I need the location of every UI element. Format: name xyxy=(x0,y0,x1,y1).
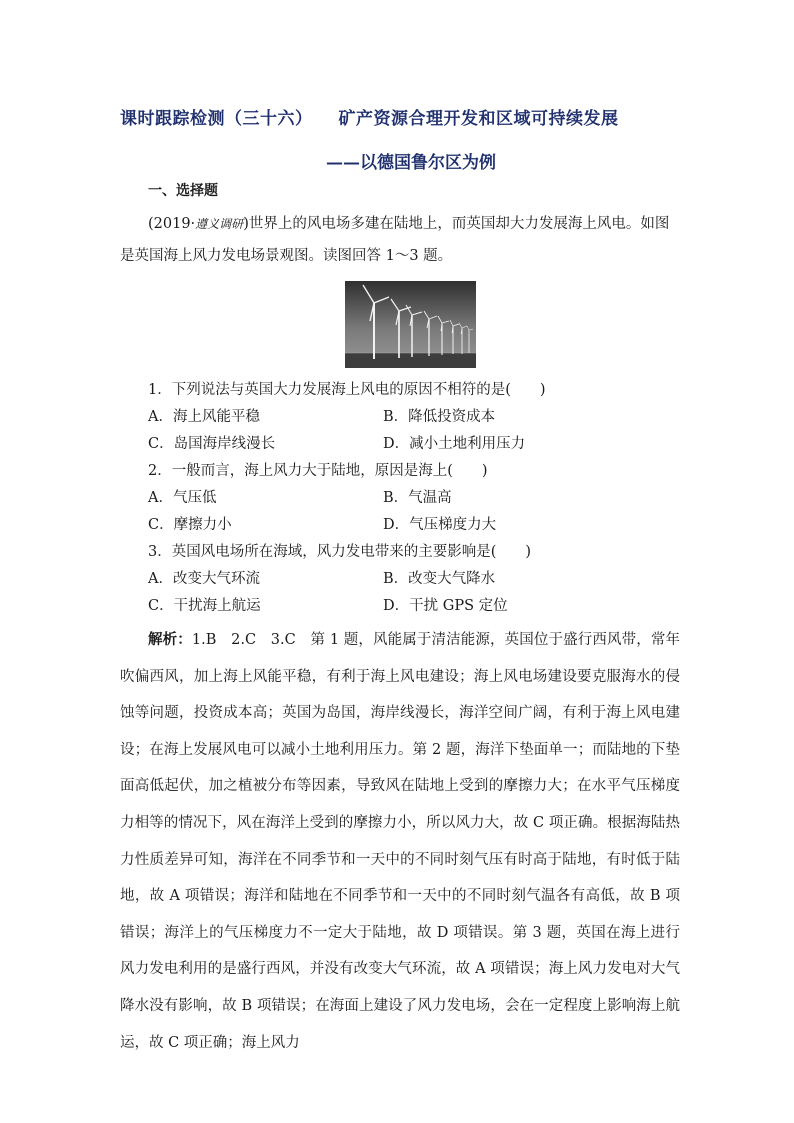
question-3-option-b: B．改变大气降水 xyxy=(383,571,496,587)
intro-source: 遵义调研 xyxy=(195,217,244,231)
question-1-stem: 1．下列说法与英国大力发展海上风电的原因不相符的是( ) xyxy=(148,382,546,398)
intro-paragraph xyxy=(120,208,680,272)
question-1-option-b: B．降低投资成本 xyxy=(383,409,496,425)
analysis-text: 1.B 2.C 3.C 第 1 题，风能属于清洁能源，英国位于盛行西风带，常年吹偏西风，加上海上风能平稳，有利于海上风电建设；海上风电场建设要克服海水的侵蚀等问题，投资成本高；英国为岛国，海岸线漫长，海洋空间广阔，有利于海上风电建设；在海上发展风电可以减小土地利用压力。第 2 题，海洋下垫面单一；而陆地的下垫面高低起伏，加之植被分布等因素，导致风在陆地上受到的摩擦力大；在水平气压梯度力相等的情况下，风在海洋上受到的摩擦力小，所以风力大，故 C 项正确。根据海陆热力性质差异可知，海洋在不同季节和一天中的不同时刻气压有时高于陆地，有时低于陆地，故 A 项错误；海洋和陆地在不同季节和一天中的不同时刻气温各有高低，故 B 项错误；海洋上的气压梯度力不一定大于陆地，故 D 项错误。第 3 题，英国在海上进行风力发电利用的是盛行西风，并没有改变大气环流，故 A 项错误；海上风力发电对大气降水没有影响，故 B 项错误；在海面上建设了风力发电场，会在一定程度上影响海上航运，故 C 项正确；海上风力 xyxy=(120,632,680,1051)
analysis-label: 解析： xyxy=(148,631,192,648)
intro-prefix: (2019· xyxy=(148,216,196,232)
question-1-option-d: D．减小土地利用压力 xyxy=(383,436,526,452)
page-title xyxy=(120,104,619,129)
question-3-option-a: A．改变大气环流 xyxy=(148,571,260,587)
intro-text: )世界上的风电场多建在陆地上，而英国却大力发展海上风电。如图是英国海上风力发电场景观图。读图回答 1～3 题。 xyxy=(120,216,670,264)
question-2-option-a: A．气压低 xyxy=(148,490,217,506)
question-3-option-c: C．干扰海上航运 xyxy=(148,598,261,614)
question-2-option-d: D．气压梯度力大 xyxy=(383,517,497,533)
question-2-stem: 2．一般而言，海上风力大于陆地，原因是海上( ) xyxy=(148,463,488,479)
question-2-option-b: B．气温高 xyxy=(383,490,452,506)
title-left: 课时跟踪检测（三十六） xyxy=(120,109,313,129)
question-1-option-c: C．岛国海岸线漫长 xyxy=(148,436,276,452)
question-1-option-a: A．海上风能平稳 xyxy=(148,409,260,425)
answer-analysis xyxy=(120,622,680,1061)
offshore-wind-turbines-photo xyxy=(345,281,476,368)
question-3-option-d: D．干扰 GPS 定位 xyxy=(383,598,508,614)
title-right: 矿产资源合理开发和区域可持续发展 xyxy=(338,109,619,129)
page-subtitle: ——以德国鲁尔区为例 xyxy=(326,153,496,173)
question-2-option-c: C．摩擦力小 xyxy=(148,517,232,533)
question-3-stem: 3．英国风电场所在海域，风力发电带来的主要影响是( ) xyxy=(148,544,532,560)
section-heading: 一、选择题 xyxy=(148,183,218,199)
